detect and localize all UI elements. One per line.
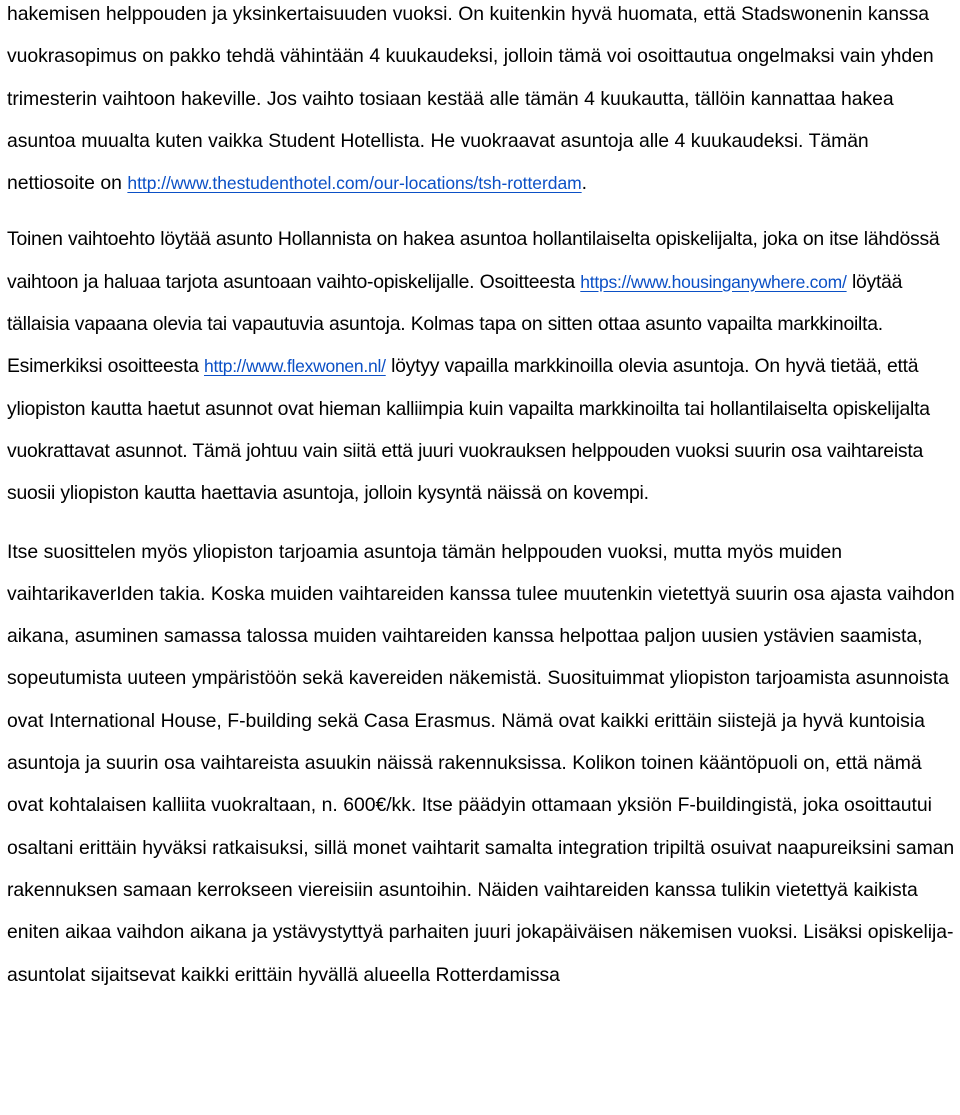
paragraph-text: Itse suosittelen myös yliopiston tarjoamia asuntoja tämän helppouden vuoksi, mutta myös muiden vaihtarikaverIden takia. Koska muiden vaihtareiden kanssa tulee muutenkin vietettyä suurin osa ajasta vaihdon aikana, asuminen samassa talossa muiden vaihtareiden kanssa helpottaa paljon uusien ystävien saamista, sopeutumista uuteen ympäristöön sekä kavereiden näkemistä. Suosituimmat yliopiston tarjoamista asunnoista ovat International House, F-building sekä Casa Erasmus. Nämä ovat kaikki erittäin siistejä ja hyvä kuntoisia asuntoja ja suurin osa vaihtareista asuukin näissä rakennuksissa. Kolikon toinen kääntöpuoli on, että nämä ovat kohtalaisen kalliita vuokraltaan, n. 600€/kk. Itse päädyin ottamaan yksiön F-buildingistä, joka osoittautui osaltani erittäin hyväksi ratkaisuksi, sillä monet vaihtarit samalta integration tripiltä osuivat naapureiksini saman rakennuksen samaan kerrokseen viereisiin asuntoihin. Näiden vaihtareiden kanssa tulikin vietettyä kaikista eniten aikaa vaihdon aikana ja ystävystyttyä parhaiten juuri jokapäiväisen näkemisen vuoksi. Lisäksi opiskelija-asuntolat sijaitsevat kaikki erittäin hyvällä alueella Rotterdamissa [7,540,955,986]
housinganywhere-link[interactable]: https://www.housinganywhere.com/ [580,271,847,292]
paragraph-text: hakemisen helppouden ja yksinkertaisuuden vuoksi. On kuitenkin hyvä huomata, että Stadswonenin kanssa vuokrasopimus on pakko tehdä vähintään 4 kuukaudeksi, jolloin tämä voi osoittautua ongelmaksi vain yhden trimesterin vaihtoon hakeville. Jos vaihto tosiaan kestää alle tämän 4 kuukautta, tällöin kannattaa hakea asuntoa muualta kuten vaikka Student Hotellista. He vuokraavat asuntoja alle 4 kuukaudeksi. Tämän nettiosoite on [7,3,934,195]
paragraph-student-hotel [7,0,957,204]
paragraph-text: löytää tällaisia vapaana olevia tai vapautuvia asuntoja. Kolmas tapa on sitten ottaa asunto vapailta markkinoilta. Esimerkiksi osoitteesta [7,270,903,378]
paragraph-text: löytyy vapailla markkinoilla olevia asuntoja. On hyvä tietää, että yliopiston kautta haetut asunnot ovat hieman kalliimpia kuin vapailta markkinoilta tai hollantilaiselta opiskelijalta vuokrattavat asunnot. Tämä johtuu vain siitä että juuri vuokrauksen helppouden vuoksi suurin osa vaihtareista suosii yliopiston kautta haettavia asuntoja, jolloin kysyntä näissä on kovempi. [7,355,930,505]
student-hotel-link[interactable]: http://www.thestudenthotel.com/our-locations/tsh-rotterdam [127,173,582,194]
paragraph-text: Toinen vaihtoehto löytää asunto Hollannista on hakea asuntoa hollantilaiselta opiskelijalta, joka on itse lähdössä vaihtoon ja haluaa tarjota asuntoaan vaihto-opiskelijalle. Osoitteesta [7,228,940,293]
paragraph-university-housing [7,531,957,996]
paragraph-text: . [581,172,587,195]
paragraph-housing-options [7,218,957,514]
document-page [7,0,957,996]
flexwonen-link[interactable]: http://www.flexwonen.nl/ [204,356,386,377]
